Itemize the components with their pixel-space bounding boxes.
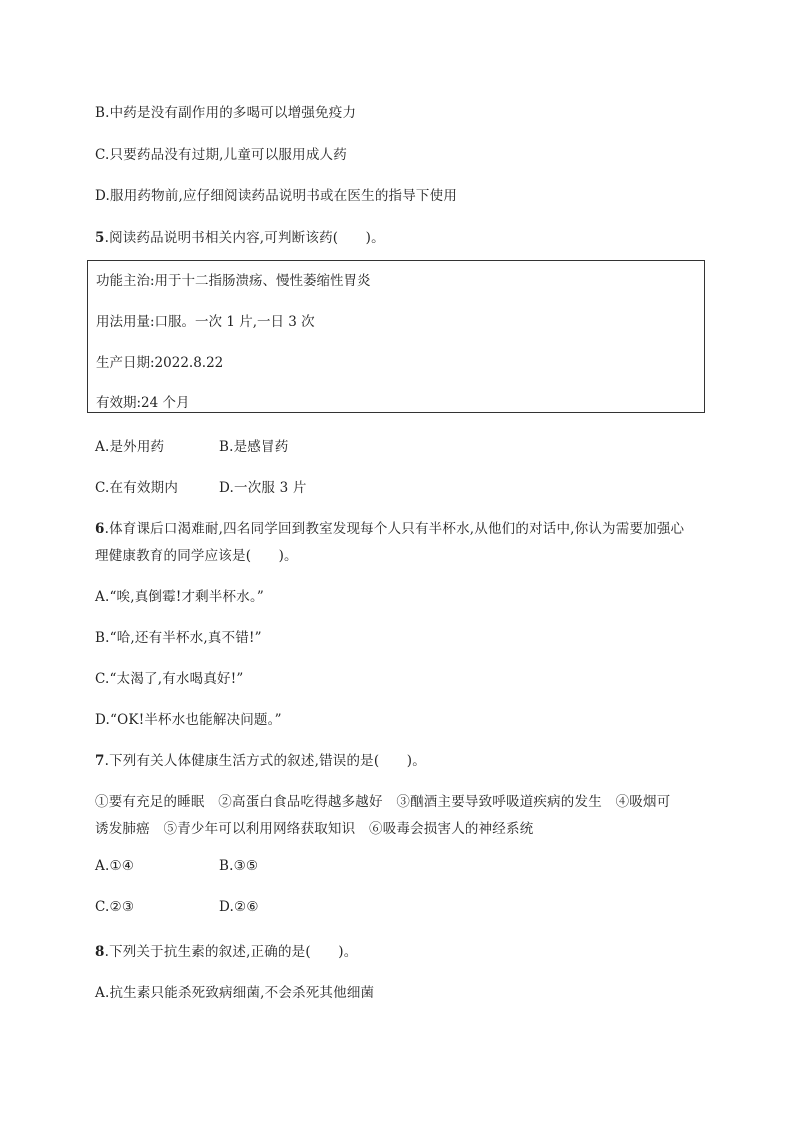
q5-options-row1 bbox=[95, 435, 289, 455]
q6-option-b: B.“哈,还有半杯水,真不错!” bbox=[95, 630, 262, 646]
q6-option-d: D.“OK!半杯水也能解决问题。” bbox=[95, 712, 282, 728]
q7-options-row2 bbox=[95, 899, 259, 915]
q6-stem-line1 bbox=[95, 517, 684, 537]
q6-option-a: A.“唉,真倒霉!才剩半杯水。” bbox=[95, 589, 265, 605]
q7-stem-text: .下列有关人体健康生活方式的叙述,错误的是( )。 bbox=[104, 753, 426, 769]
q5-option-c: C.在有效期内 bbox=[95, 480, 179, 496]
q5-stem bbox=[95, 226, 385, 246]
q7-stem bbox=[95, 749, 426, 769]
q4-option-b: B.中药是没有副作用的多喝可以增强免疫力 bbox=[95, 105, 357, 121]
q6-number: 6 bbox=[95, 521, 105, 537]
q7-option-a: A.①④ bbox=[95, 858, 135, 874]
q6-stem-text-1: .体育课后口渴难耐,四名同学回到教室发现每个人只有半杯水,从他们的对话中,你认为需要加强心 bbox=[104, 521, 685, 537]
q7-options-row1 bbox=[95, 858, 259, 874]
q5-number: 5 bbox=[95, 230, 105, 246]
q6-stem-line2: 理健康教育的同学应该是( )。 bbox=[95, 548, 298, 564]
q7-option-c: C.②③ bbox=[95, 899, 135, 915]
q5-stem-text: .阅读药品说明书相关内容,可判断该药( )。 bbox=[104, 230, 385, 246]
q5-option-d: D.一次服 3 片 bbox=[219, 480, 307, 496]
q4-option-d: D.服用药物前,应仔细阅读药品说明书或在医生的指导下使用 bbox=[95, 188, 458, 204]
q8-stem bbox=[95, 940, 357, 960]
q7-items-line1: ①要有充足的睡眠 ②高蛋白食品吃得越多越好 ③酗酒主要导致呼吸道疾病的发生 ④吸烟可 bbox=[95, 794, 671, 810]
drug-expiry: 有效期:24 个月 bbox=[96, 395, 190, 411]
q5-options-row2 bbox=[95, 476, 307, 496]
drug-production-date: 生产日期:2022.8.22 bbox=[96, 355, 224, 371]
q5-option-b: B.是感冒药 bbox=[219, 439, 289, 455]
q7-items-line2: 诱发肺癌 ⑤青少年可以利用网络获取知识 ⑥吸毒会损害人的神经系统 bbox=[95, 821, 534, 837]
drug-dosage: 用法用量:口服。一次 1 片,一日 3 次 bbox=[96, 314, 315, 330]
q5-option-a: A.是外用药 bbox=[95, 439, 165, 455]
q6-option-c: C.“太渴了,有水喝真好!” bbox=[95, 671, 244, 687]
drug-indication: 功能主治:用于十二指肠溃疡、慢性萎缩性胃炎 bbox=[96, 273, 371, 289]
q7-number: 7 bbox=[95, 753, 105, 769]
q7-option-b: B.③⑤ bbox=[219, 858, 259, 874]
q7-option-d: D.②⑥ bbox=[219, 899, 259, 915]
q8-number: 8 bbox=[95, 944, 105, 960]
q8-stem-text: .下列关于抗生素的叙述,正确的是( )。 bbox=[104, 944, 358, 960]
q4-option-c: C.只要药品没有过期,儿童可以服用成人药 bbox=[95, 147, 347, 163]
q8-option-a: A.抗生素只能杀死致病细菌,不会杀死其他细菌 bbox=[95, 985, 375, 1001]
drug-label-box bbox=[87, 260, 705, 413]
